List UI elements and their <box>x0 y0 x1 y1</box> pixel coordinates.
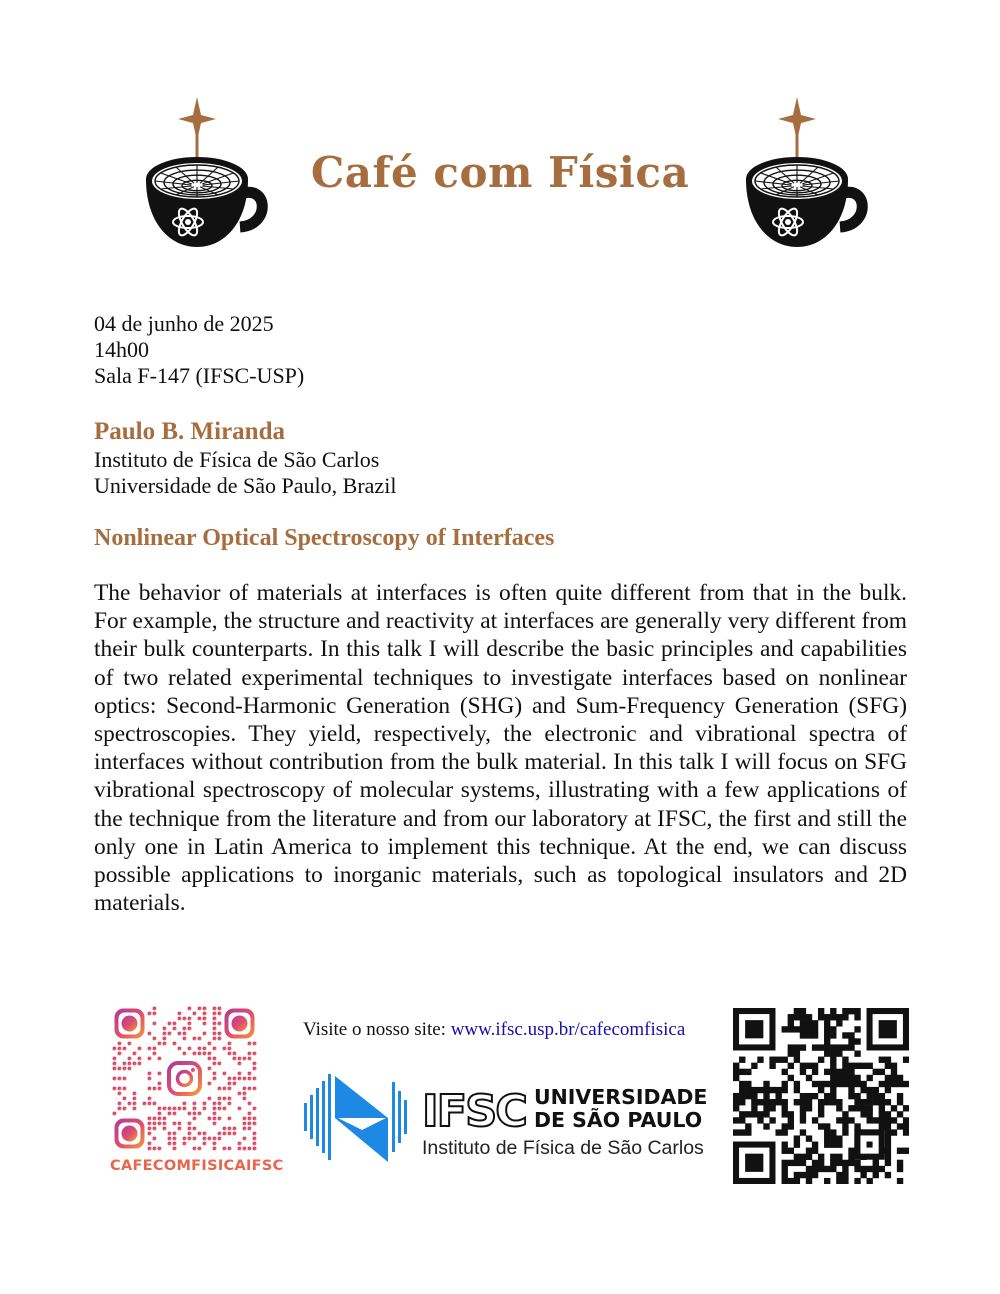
usp-name <box>534 1086 707 1132</box>
event-time: 14h00 <box>94 337 149 362</box>
event-date: 04 de junho de 2025 <box>94 311 274 336</box>
usp-name-line2: DE SÃO PAULO <box>534 1108 703 1132</box>
instagram-qr-code[interactable] <box>112 1006 257 1151</box>
visit-site-line <box>303 1019 685 1041</box>
usp-name-line1: UNIVERSIDADE <box>534 1085 708 1109</box>
ifsc-wordmark-text: IFSC <box>422 1088 526 1132</box>
site-link[interactable]: www.ifsc.usp.br/cafecomfisica <box>450 1019 686 1040</box>
visit-site-label: Visite o nosso site: <box>303 1019 451 1040</box>
speaker-affiliation-institute: Instituto de Física de São Carlos <box>94 447 380 472</box>
talk-title: Nonlinear Optical Spectroscopy of Interfaces <box>94 525 555 551</box>
talk-abstract: The behavior of materials at interfaces is often quite different from that in the bulk. For example, the structure and reactivity at interfaces are generally very different from their bulk counterparts. In this talk I will describe the basic principles and capabilities of two related experimental techniques to investigate interfaces based on nonlinear optics: Second-Harmonic Generation (SHG) and Sum-Frequency Generation (SFG) spectroscopies. They yield, respectively, the electronic and vibrational spectra of interfaces without contribution from the bulk material. In this talk I will focus on SFG vibrational spectroscopy of molecular systems, illustrating with a few applications of the technique from the literature and from our laboratory at IFSC, the first and still the only one in Latin America to implement this technique. At the end, we can discuss possible applications to inorganic materials, such as topological insulators and 2D materials. <box>94 580 907 917</box>
page-title: Café com Física <box>310 148 690 197</box>
ifsc-logo-icon <box>302 1072 408 1162</box>
speaker-affiliation-university: Universidade de São Paulo, Brazil <box>94 473 397 498</box>
event-room: Sala F-147 (IFSC-USP) <box>94 363 305 388</box>
coffee-cup-atom-icon <box>740 95 870 255</box>
speaker-name: Paulo B. Miranda <box>94 418 285 445</box>
ifsc-wordmark <box>422 1088 526 1132</box>
instagram-handle[interactable]: CAFECOMFISICAIFSC <box>110 1158 284 1174</box>
instagram-icon <box>166 1060 203 1097</box>
institute-full-name: Instituto de Física de São Carlos <box>422 1137 704 1159</box>
website-qr-code[interactable] <box>733 1008 909 1184</box>
